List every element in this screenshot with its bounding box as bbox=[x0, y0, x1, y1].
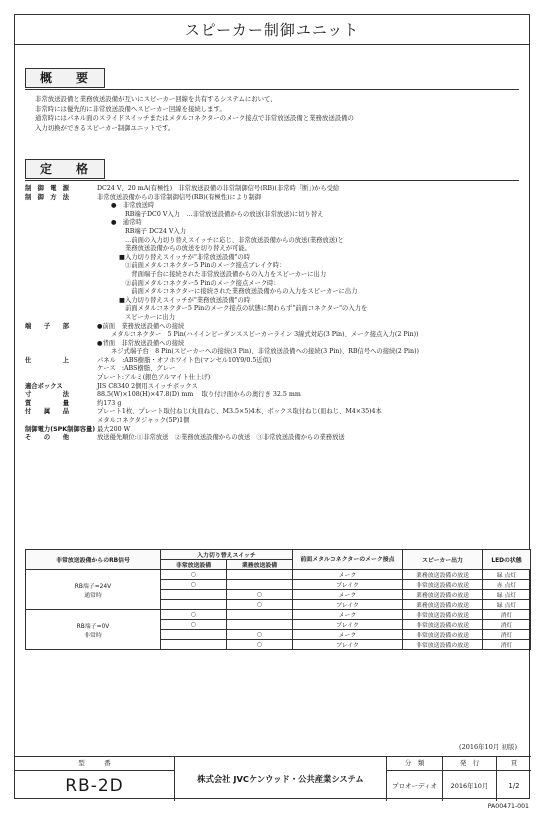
spec-key: 寸 法 bbox=[25, 391, 70, 399]
specs-heading: 定 格 bbox=[25, 159, 105, 179]
spec-key: 制 御 方 法 bbox=[25, 193, 70, 201]
model-number: RB-2D bbox=[15, 771, 175, 801]
cell-out: 業務放送設備の放送 bbox=[403, 600, 483, 610]
cell-out: 非常放送設備の放送 bbox=[403, 630, 483, 640]
spec-value: メタルコネクター 5 Pin(ハイインピーダンススピーカーライン 3線式対応(3 Pin)、メーク接点入力(2 Pin)) bbox=[111, 331, 419, 339]
rb-signal-line: RB端子=24V bbox=[74, 583, 112, 590]
cell-out: 業務放送設備の放送 bbox=[403, 590, 483, 600]
rb-signal-cell bbox=[26, 610, 161, 650]
spec-value: メタルコネクタジャック(5P)1個 bbox=[97, 417, 190, 425]
cell-conn: メーク bbox=[293, 590, 403, 600]
spec-key: 端 子 部 bbox=[25, 322, 70, 330]
cell-emg bbox=[161, 640, 227, 650]
spec-key: 質 量 bbox=[25, 399, 70, 407]
cell-biz: ○ bbox=[227, 600, 293, 610]
model-label: 型 番 bbox=[15, 757, 175, 771]
spec-value: プレート1枚、プレート取付ねじ(丸皿ねじ、M3.5×5)4本、ボックス取付ねじ(皿ねじ、M4×35)4本 bbox=[97, 408, 382, 416]
spec-value: ②前面メタルコネクター5 Pinのメーク接点メーク時： bbox=[125, 279, 280, 287]
page-label: 頁 bbox=[497, 757, 531, 771]
spec-key: 適合ボックス bbox=[25, 382, 63, 390]
spec-value: ケース :ABS樹脂、グレー bbox=[97, 365, 176, 373]
header-rb-signal: 非常放送設備からのRB信号 bbox=[26, 550, 161, 570]
cell-conn: ブレイク bbox=[293, 580, 403, 590]
cell-led: 緑 点灯 bbox=[483, 590, 531, 600]
spec-value: ■入力切り替えスイッチが"非常放送設備"の時 bbox=[119, 253, 251, 261]
spec-value: ネジ式端子台 8 Pin(スピーカーへの接続(3 Pin)、非常放送設備への接続(3 Pin)、RB信号への接続(2 Pin)) bbox=[111, 348, 419, 356]
table-row bbox=[26, 570, 531, 580]
rb-signal-line: RB端子=0V bbox=[76, 623, 110, 630]
spec-key: 制 御 電 源 bbox=[25, 185, 70, 192]
spec-value: パネル :ABS樹脂・オフホワイト色(マンセル10Y9/0.5近似) bbox=[97, 356, 272, 364]
spec-value: RB端子 DC24 V入力 bbox=[125, 227, 186, 235]
spec-value: 背面端子台に接続された非常放送設備からの入力をスピーカーに出力 bbox=[125, 270, 327, 278]
cell-biz bbox=[227, 610, 293, 620]
spec-value: プレート:アルミ(銀色アルマイト仕上げ) bbox=[97, 374, 211, 382]
spec-value: 業務放送設備からの放送を切り替えが可能。 bbox=[125, 245, 251, 253]
cell-out: 非常放送設備の放送 bbox=[403, 610, 483, 620]
spec-value: ①前面メタルコネクター5 Pinのメーク接点ブレイク時： bbox=[125, 262, 286, 270]
document-title: スピーカー制御ユニット bbox=[15, 15, 529, 45]
overview-line: 非常時には優先的に非常放送設備へスピーカー回線を接続します。 bbox=[35, 104, 226, 113]
overview-line: 入力切換ができるスピーカー制御ユニットです。 bbox=[35, 123, 175, 132]
issue-value: 2016年10月 bbox=[443, 771, 497, 801]
header-input-switch: 入力切り替えスイッチ bbox=[161, 550, 293, 560]
spec-value: 最大200 W bbox=[97, 425, 131, 433]
spec-value: …前面の入力切り替えスイッチに応じ、非常放送設備からの放送(業務放送)と bbox=[125, 236, 344, 244]
rb-signal-line: 非常時 bbox=[84, 632, 102, 639]
class-value: プロオーディオ bbox=[387, 771, 443, 801]
spec-value: ● 非常放送時 bbox=[111, 202, 155, 210]
cell-led: 赤 点灯 bbox=[483, 580, 531, 590]
cell-out: 非常放送設備の放送 bbox=[403, 620, 483, 630]
overview-line: 非常放送設備と業務放送設備が互いにスピーカー回線を共有するシステムにおいて、 bbox=[35, 95, 277, 103]
specs-divider bbox=[25, 180, 519, 181]
document-number: PA00471-001 bbox=[487, 803, 529, 810]
spec-value: 非常放送設備からの非常制御信号(RB)(有極性)により制御 bbox=[97, 193, 262, 201]
cell-biz bbox=[227, 620, 293, 630]
spec-value: 放送優先順位:①非常放送 ②業務放送設備からの放送 ③非常放送設備からの業務放送 bbox=[97, 434, 345, 442]
edition-note: (2016年10月 初版) bbox=[459, 743, 517, 751]
cell-led: 消灯 bbox=[483, 610, 531, 620]
header-switch-emergency: 非常放送設備 bbox=[161, 560, 227, 570]
overview-divider bbox=[25, 89, 519, 90]
header-led-state: LEDの状態 bbox=[483, 550, 531, 570]
class-label: 分 類 bbox=[387, 757, 443, 771]
cell-biz bbox=[227, 580, 293, 590]
cell-out: 業務放送設備の放送 bbox=[403, 570, 483, 580]
cell-conn: メーク bbox=[293, 570, 403, 580]
table-row bbox=[26, 610, 531, 620]
spec-value: JIS C8340 2個用スイッチボックス bbox=[97, 382, 198, 390]
behavior-table-body bbox=[26, 570, 531, 650]
spec-value: スピーカーに出力 bbox=[125, 313, 175, 321]
title-block bbox=[15, 756, 531, 800]
cell-conn: ブレイク bbox=[293, 620, 403, 630]
cell-led: 緑 点灯 bbox=[483, 600, 531, 610]
spec-value: 前面メタルコネクター5 Pinのメーク接点の状態に関わらず"前面コネクター"の入力を bbox=[125, 305, 368, 313]
cell-conn: メーク bbox=[293, 610, 403, 620]
cell-emg: ○ bbox=[161, 620, 227, 630]
header-speaker-output: スピーカー出力 bbox=[403, 550, 483, 570]
header-connector: 前面メタルコネクターのメーク接点 bbox=[293, 550, 403, 570]
cell-emg: ○ bbox=[161, 570, 227, 580]
spec-key: 付 属 品 bbox=[25, 408, 70, 416]
spec-value: RB端子DC0 V入力 …非常放送設備からの放送(非常放送)に切り替え bbox=[125, 210, 324, 218]
spec-value: DC24 V、20 mA(有極性) 非常放送設備の非常制御信号(RB)(非常時「断」)から受給 bbox=[97, 185, 340, 192]
overview-text bbox=[35, 95, 517, 133]
cell-led: 緑 点灯 bbox=[483, 570, 531, 580]
cell-out: 非常放送設備の放送 bbox=[403, 640, 483, 650]
cell-out: 非常放送設備の放送 bbox=[403, 580, 483, 590]
spec-value: ■入力切り替えスイッチが"業務放送設備"の時 bbox=[119, 296, 251, 304]
spec-sheet-frame bbox=[14, 14, 530, 799]
cell-emg bbox=[161, 590, 227, 600]
header-switch-business: 業務放送設備 bbox=[227, 560, 293, 570]
cell-biz: ○ bbox=[227, 630, 293, 640]
cell-emg: ○ bbox=[161, 610, 227, 620]
rb-signal-line: 通常時 bbox=[84, 592, 102, 599]
spec-value: ●前面 業務放送設備への接続 bbox=[97, 322, 185, 330]
cell-led: 消灯 bbox=[483, 640, 531, 650]
cell-conn: ブレイク bbox=[293, 600, 403, 610]
cell-emg: ○ bbox=[161, 580, 227, 590]
cell-biz bbox=[227, 570, 293, 580]
cell-emg bbox=[161, 630, 227, 640]
cell-conn: メーク bbox=[293, 630, 403, 640]
cell-led: 消灯 bbox=[483, 620, 531, 630]
cell-led: 消灯 bbox=[483, 630, 531, 640]
page-value: 1/2 bbox=[508, 782, 520, 790]
spec-value: 約173 g bbox=[97, 399, 122, 407]
behavior-table bbox=[25, 549, 531, 650]
spec-key: そ の 他 bbox=[25, 434, 70, 442]
spec-value: ● 通常時 bbox=[111, 219, 142, 227]
cell-biz: ○ bbox=[227, 640, 293, 650]
rb-signal-cell bbox=[26, 570, 161, 610]
overview-line: 通常時にはパネル面のスライドスイッチまたはメタルコネクターのメーク接点で非常放送設備と業務放送設備の bbox=[35, 114, 354, 122]
spec-value: 前面メタルコネクターに接続された業務放送設備からの入力をスピーカーに出力 bbox=[125, 288, 358, 296]
spec-key: 仕 上 bbox=[25, 356, 70, 364]
cell-emg bbox=[161, 600, 227, 610]
cell-biz: ○ bbox=[227, 590, 293, 600]
overview-heading: 概 要 bbox=[25, 68, 105, 88]
company-name: 株式会社 JVCケンウッド・公共産業システム bbox=[175, 757, 387, 801]
issue-label: 発 行 bbox=[443, 757, 497, 771]
spec-value: ●背面 非常放送設備への接続 bbox=[97, 339, 185, 347]
cell-conn: ブレイク bbox=[293, 640, 403, 650]
spec-key: 制御電力(SPK制御容量) bbox=[25, 425, 96, 433]
spec-value: 88.5(W)×108(H)×47.8(D) mm 取り付け面からの奥行き 32.5 mm bbox=[97, 391, 301, 399]
